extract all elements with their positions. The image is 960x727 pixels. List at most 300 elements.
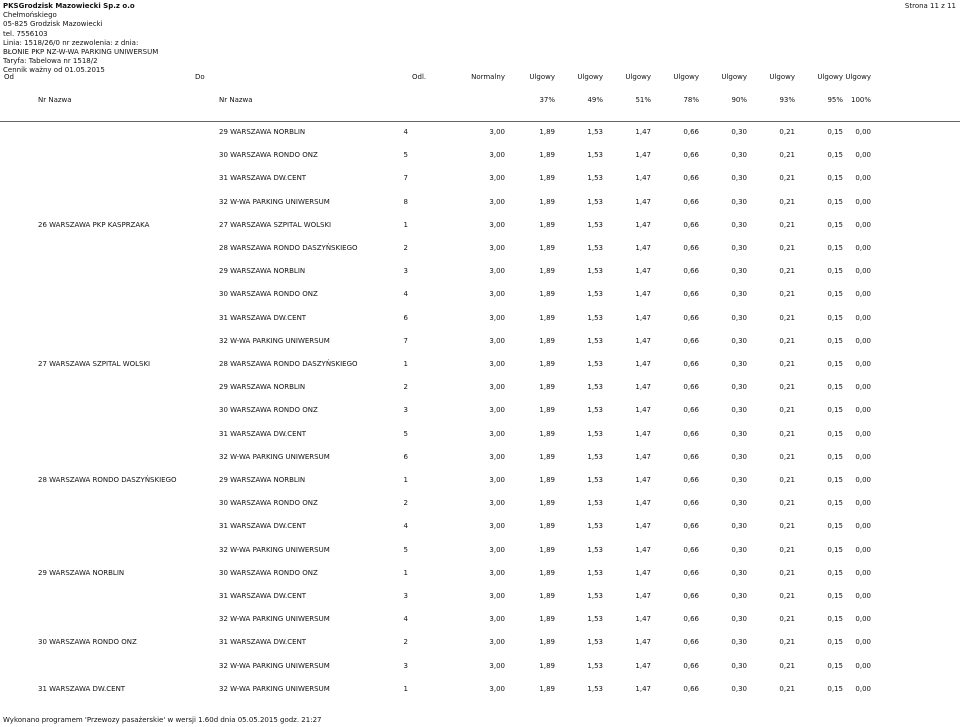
- row-from-stop: 27 WARSZAWA SZPITAL WOLSKI: [38, 360, 151, 368]
- row-fare-value: 1,47: [635, 360, 651, 368]
- row-fare-value: 1,47: [635, 406, 651, 415]
- row-fare-value: 0,00: [855, 244, 871, 252]
- row-fare-value: 3,00: [489, 406, 505, 415]
- row-fare-value: 3,00: [489, 220, 505, 229]
- row-fare-value: 1,53: [587, 174, 603, 183]
- row-fare-value: 0,66: [683, 522, 699, 531]
- row-fare-value: 0,30: [731, 684, 747, 693]
- row-to-stop: 30 WARSZAWA RONDO ONZ: [219, 499, 318, 508]
- row-fare-value: 0,30: [731, 313, 747, 322]
- row-fare-value: 3,00: [489, 429, 505, 438]
- row-distance: 5: [403, 429, 408, 438]
- row-distance: 2: [403, 499, 408, 508]
- row-fare-value: 0,21: [779, 615, 795, 624]
- row-fare-value: 0,15: [827, 476, 843, 484]
- row-fare-value: 1,47: [635, 661, 651, 670]
- col-percent: 37%: [539, 96, 555, 104]
- row-to-stop: 31 WARSZAWA DW.CENT: [219, 313, 307, 322]
- col-fare-reduced: Ulgowy: [673, 73, 699, 81]
- row-fare-value: 0,00: [855, 661, 871, 670]
- row-fare-value: 0,00: [855, 267, 871, 276]
- row-fare-value: 0,30: [731, 476, 747, 484]
- row-fare-value: 3,00: [489, 452, 505, 461]
- row-fare-value: 1,53: [587, 615, 603, 624]
- row-fare-value: 0,00: [855, 684, 871, 693]
- row-fare-value: 1,53: [587, 568, 603, 577]
- header-line: Linia: 1518/26/0 nr zezwolenia: z dnia:: [3, 38, 139, 47]
- col-fare-normal: Normalny: [471, 73, 505, 81]
- row-fare-value: 0,21: [779, 244, 795, 252]
- row-to-stop: 27 WARSZAWA SZPITAL WOLSKI: [219, 220, 332, 229]
- row-to-stop: 32 W-WA PARKING UNIWERSUM: [219, 615, 330, 624]
- row-fare-value: 0,00: [855, 383, 871, 392]
- row-fare-value: 0,15: [827, 174, 843, 183]
- row-fare-value: 1,47: [635, 545, 651, 554]
- row-fare-value: 1,47: [635, 429, 651, 438]
- row-from-stop: 29 WARSZAWA NORBLIN: [38, 568, 125, 577]
- row-fare-value: 0,30: [731, 220, 747, 229]
- row-fare-value: 0,00: [855, 336, 871, 345]
- row-fare-value: 0,00: [855, 220, 871, 229]
- row-fare-value: 3,00: [489, 151, 505, 160]
- row-fare-value: 0,21: [779, 684, 795, 693]
- row-fare-value: 0,66: [683, 197, 699, 206]
- row-fare-value: 0,21: [779, 313, 795, 322]
- col-from-sub: Nr Nazwa: [38, 96, 72, 104]
- row-fare-value: 1,47: [635, 197, 651, 206]
- row-fare-value: 0,00: [855, 128, 871, 136]
- row-fare-value: 1,89: [539, 429, 555, 438]
- row-fare-value: 1,53: [587, 197, 603, 206]
- row-fare-value: 0,21: [779, 406, 795, 415]
- row-fare-value: 0,00: [855, 429, 871, 438]
- header-line: tel. 7556103: [3, 29, 48, 38]
- row-fare-value: 0,30: [731, 360, 747, 368]
- row-distance: 2: [403, 244, 408, 252]
- row-to-stop: 32 W-WA PARKING UNIWERSUM: [219, 197, 330, 206]
- row-distance: 6: [403, 452, 408, 461]
- row-fare-value: 1,53: [587, 429, 603, 438]
- col-fare-reduced: Ulgowy: [769, 73, 795, 81]
- col-fare-reduced: Ulgowy: [577, 73, 603, 81]
- row-fare-value: 0,15: [827, 151, 843, 160]
- row-fare-value: 0,66: [683, 336, 699, 345]
- row-fare-value: 0,00: [855, 522, 871, 531]
- row-fare-value: 1,89: [539, 568, 555, 577]
- row-to-stop: 30 WARSZAWA RONDO ONZ: [219, 151, 318, 160]
- row-fare-value: 0,21: [779, 336, 795, 345]
- row-fare-value: 0,66: [683, 267, 699, 276]
- row-distance: 6: [403, 313, 408, 322]
- row-fare-value: 0,21: [779, 360, 795, 368]
- row-fare-value: 0,30: [731, 290, 747, 299]
- row-distance: 7: [403, 336, 408, 345]
- row-fare-value: 1,47: [635, 336, 651, 345]
- footer-note: Wykonano programem 'Przewozy pasażerskie' w wersji 1.60d dnia 05.05.2015 godz. 21:27: [3, 716, 322, 724]
- row-fare-value: 1,47: [635, 174, 651, 183]
- row-to-stop: 29 WARSZAWA NORBLIN: [219, 383, 306, 392]
- row-fare-value: 0,30: [731, 336, 747, 345]
- row-fare-value: 3,00: [489, 568, 505, 577]
- row-fare-value: 0,66: [683, 313, 699, 322]
- row-fare-value: 3,00: [489, 128, 505, 136]
- row-fare-value: 0,00: [855, 174, 871, 183]
- col-distance: Odl.: [412, 73, 427, 81]
- row-fare-value: 0,00: [855, 592, 871, 600]
- row-fare-value: 0,30: [731, 661, 747, 670]
- row-fare-value: 1,47: [635, 267, 651, 276]
- row-fare-value: 0,21: [779, 429, 795, 438]
- row-fare-value: 0,15: [827, 684, 843, 693]
- col-fare-reduced: Ulgowy: [721, 73, 747, 81]
- col-to-sub: Nr Nazwa: [219, 96, 253, 104]
- row-fare-value: 3,00: [489, 499, 505, 508]
- row-distance: 1: [403, 360, 408, 368]
- row-fare-value: 0,66: [683, 476, 699, 484]
- row-from-stop: 26 WARSZAWA PKP KASPRZAKA: [38, 220, 150, 229]
- row-fare-value: 0,66: [683, 151, 699, 160]
- row-fare-value: 1,53: [587, 499, 603, 508]
- row-fare-value: 0,15: [827, 615, 843, 624]
- row-fare-value: 0,00: [855, 638, 871, 647]
- row-fare-value: 1,53: [587, 406, 603, 415]
- row-distance: 7: [403, 174, 408, 183]
- row-fare-value: 0,66: [683, 661, 699, 670]
- row-fare-value: 1,47: [635, 452, 651, 461]
- row-fare-value: 0,00: [855, 360, 871, 368]
- row-fare-value: 3,00: [489, 638, 505, 647]
- row-fare-value: 0,30: [731, 267, 747, 276]
- row-from-stop: 30 WARSZAWA RONDO ONZ: [38, 638, 137, 647]
- row-to-stop: 30 WARSZAWA RONDO ONZ: [219, 290, 318, 299]
- row-fare-value: 0,21: [779, 151, 795, 160]
- row-fare-value: 0,30: [731, 638, 747, 647]
- row-fare-value: 0,15: [827, 128, 843, 136]
- row-fare-value: 0,15: [827, 220, 843, 229]
- row-fare-value: 0,00: [855, 568, 871, 577]
- row-fare-value: 1,89: [539, 499, 555, 508]
- col-fare-reduced: Ulgowy: [845, 73, 871, 81]
- row-fare-value: 1,89: [539, 151, 555, 160]
- row-fare-value: 0,30: [731, 452, 747, 461]
- row-fare-value: 1,47: [635, 522, 651, 531]
- row-fare-value: 0,30: [731, 197, 747, 206]
- row-to-stop: 32 W-WA PARKING UNIWERSUM: [219, 684, 330, 693]
- col-percent: 90%: [731, 96, 747, 104]
- row-fare-value: 0,21: [779, 499, 795, 508]
- row-fare-value: 0,66: [683, 684, 699, 693]
- row-to-stop: 28 WARSZAWA RONDO DASZYŃSKIEGO: [219, 360, 358, 368]
- row-fare-value: 0,00: [855, 313, 871, 322]
- row-fare-value: 0,21: [779, 592, 795, 600]
- row-fare-value: 1,53: [587, 360, 603, 368]
- row-distance: 3: [403, 661, 408, 670]
- col-percent: 100%: [850, 96, 871, 104]
- row-fare-value: 0,66: [683, 220, 699, 229]
- row-fare-value: 0,21: [779, 197, 795, 206]
- row-fare-value: 3,00: [489, 174, 505, 183]
- row-fare-value: 1,53: [587, 267, 603, 276]
- row-fare-value: 0,30: [731, 568, 747, 577]
- row-fare-value: 0,66: [683, 174, 699, 183]
- row-fare-value: 0,15: [827, 336, 843, 345]
- row-fare-value: 1,89: [539, 661, 555, 670]
- row-distance: 1: [403, 220, 408, 229]
- row-fare-value: 1,53: [587, 336, 603, 345]
- row-fare-value: 1,89: [539, 545, 555, 554]
- row-fare-value: 0,15: [827, 244, 843, 252]
- row-fare-value: 0,00: [855, 290, 871, 299]
- row-fare-value: 0,15: [827, 661, 843, 670]
- row-to-stop: 29 WARSZAWA NORBLIN: [219, 128, 306, 136]
- row-to-stop: 31 WARSZAWA DW.CENT: [219, 638, 307, 647]
- row-fare-value: 0,21: [779, 220, 795, 229]
- row-distance: 5: [403, 545, 408, 554]
- row-fare-value: 0,66: [683, 545, 699, 554]
- row-fare-value: 3,00: [489, 360, 505, 368]
- row-fare-value: 0,00: [855, 545, 871, 554]
- row-fare-value: 0,00: [855, 476, 871, 484]
- row-fare-value: 3,00: [489, 684, 505, 693]
- row-fare-value: 0,66: [683, 499, 699, 508]
- row-fare-value: 0,21: [779, 476, 795, 484]
- row-fare-value: 0,15: [827, 290, 843, 299]
- row-distance: 4: [403, 128, 408, 136]
- row-fare-value: 0,21: [779, 383, 795, 392]
- row-fare-value: 1,89: [539, 406, 555, 415]
- row-fare-value: 1,47: [635, 476, 651, 484]
- col-percent: 93%: [779, 96, 795, 104]
- row-distance: 4: [403, 522, 408, 531]
- company-name: PKSGrodzisk Mazowiecki Sp.z o.o: [3, 2, 135, 10]
- row-fare-value: 0,30: [731, 545, 747, 554]
- row-fare-value: 0,66: [683, 429, 699, 438]
- row-to-stop: 29 WARSZAWA NORBLIN: [219, 476, 306, 484]
- row-fare-value: 3,00: [489, 661, 505, 670]
- row-fare-value: 0,30: [731, 383, 747, 392]
- row-fare-value: 1,47: [635, 499, 651, 508]
- row-fare-value: 0,66: [683, 406, 699, 415]
- row-fare-value: 1,89: [539, 128, 555, 136]
- row-fare-value: 0,21: [779, 452, 795, 461]
- row-distance: 3: [403, 592, 408, 600]
- col-fare-reduced: Ulgowy: [529, 73, 555, 81]
- row-to-stop: 31 WARSZAWA DW.CENT: [219, 174, 307, 183]
- row-fare-value: 1,89: [539, 313, 555, 322]
- row-distance: 3: [403, 267, 408, 276]
- row-fare-value: 1,53: [587, 545, 603, 554]
- row-fare-value: 0,30: [731, 128, 747, 136]
- row-fare-value: 0,21: [779, 568, 795, 577]
- row-to-stop: 32 W-WA PARKING UNIWERSUM: [219, 336, 330, 345]
- row-fare-value: 1,89: [539, 452, 555, 461]
- row-fare-value: 1,47: [635, 592, 651, 600]
- row-fare-value: 1,53: [587, 522, 603, 531]
- row-fare-value: 1,89: [539, 220, 555, 229]
- row-fare-value: 0,30: [731, 615, 747, 624]
- row-fare-value: 0,30: [731, 592, 747, 600]
- row-fare-value: 0,15: [827, 197, 843, 206]
- row-fare-value: 0,21: [779, 638, 795, 647]
- row-fare-value: 1,89: [539, 290, 555, 299]
- row-fare-value: 1,89: [539, 244, 555, 252]
- row-fare-value: 3,00: [489, 615, 505, 624]
- row-fare-value: 3,00: [489, 522, 505, 531]
- row-to-stop: 31 WARSZAWA DW.CENT: [219, 522, 307, 531]
- header-line: 05-825 Grodzisk Mazowiecki: [3, 20, 103, 29]
- row-fare-value: 3,00: [489, 592, 505, 600]
- header-rule: [0, 121, 960, 122]
- header-line: Taryfa: Tabelowa nr 1518/2: [3, 57, 98, 66]
- row-from-stop: 31 WARSZAWA DW.CENT: [38, 684, 126, 693]
- row-fare-value: 1,89: [539, 197, 555, 206]
- row-fare-value: 0,30: [731, 406, 747, 415]
- row-fare-value: 1,89: [539, 522, 555, 531]
- row-fare-value: 1,47: [635, 313, 651, 322]
- row-fare-value: 3,00: [489, 197, 505, 206]
- row-fare-value: 0,15: [827, 429, 843, 438]
- document-header: [3, 2, 158, 76]
- row-fare-value: 1,89: [539, 267, 555, 276]
- row-fare-value: 0,15: [827, 313, 843, 322]
- col-percent: 78%: [683, 96, 699, 104]
- row-fare-value: 0,30: [731, 429, 747, 438]
- row-to-stop: 30 WARSZAWA RONDO ONZ: [219, 568, 318, 577]
- row-fare-value: 0,21: [779, 174, 795, 183]
- row-fare-value: 1,53: [587, 383, 603, 392]
- row-fare-value: 1,53: [587, 476, 603, 484]
- row-fare-value: 0,00: [855, 151, 871, 160]
- row-fare-value: 0,66: [683, 615, 699, 624]
- row-fare-value: 0,66: [683, 592, 699, 600]
- row-fare-value: 1,53: [587, 244, 603, 252]
- row-fare-value: 0,15: [827, 568, 843, 577]
- row-distance: 5: [403, 151, 408, 160]
- row-fare-value: 0,15: [827, 638, 843, 647]
- row-fare-value: 0,30: [731, 522, 747, 531]
- col-percent: 51%: [635, 96, 651, 104]
- row-fare-value: 1,53: [587, 128, 603, 136]
- row-fare-value: 1,53: [587, 151, 603, 160]
- row-fare-value: 1,53: [587, 313, 603, 322]
- row-fare-value: 0,21: [779, 545, 795, 554]
- row-fare-value: 0,15: [827, 499, 843, 508]
- row-fare-value: 0,66: [683, 128, 699, 136]
- row-to-stop: 28 WARSZAWA RONDO DASZYŃSKIEGO: [219, 244, 358, 252]
- row-fare-value: 0,21: [779, 128, 795, 136]
- row-fare-value: 0,21: [779, 522, 795, 531]
- header-line: BŁONIE PKP NZ-W-WA PARKING UNIWERSUM: [3, 48, 159, 57]
- row-fare-value: 1,89: [539, 638, 555, 647]
- row-fare-value: 1,89: [539, 383, 555, 392]
- row-fare-value: 0,21: [779, 290, 795, 299]
- row-fare-value: 1,53: [587, 638, 603, 647]
- row-fare-value: 0,66: [683, 568, 699, 577]
- row-distance: 2: [403, 383, 408, 392]
- row-fare-value: 0,15: [827, 267, 843, 276]
- col-fare-reduced: Ulgowy: [625, 73, 651, 81]
- col-percent: 49%: [587, 96, 603, 104]
- row-fare-value: 3,00: [489, 290, 505, 299]
- row-fare-value: 0,66: [683, 290, 699, 299]
- row-fare-value: 1,47: [635, 568, 651, 577]
- row-fare-value: 3,00: [489, 336, 505, 345]
- row-to-stop: 32 W-WA PARKING UNIWERSUM: [219, 452, 330, 461]
- header-line: Cennik ważny od 01.05.2015: [3, 66, 105, 75]
- row-fare-value: 1,47: [635, 244, 651, 252]
- row-fare-value: 0,00: [855, 615, 871, 624]
- row-fare-value: 0,30: [731, 499, 747, 508]
- row-fare-value: 0,21: [779, 661, 795, 670]
- row-fare-value: 1,53: [587, 452, 603, 461]
- row-fare-value: 0,15: [827, 383, 843, 392]
- col-percent: 95%: [827, 96, 843, 104]
- row-distance: 1: [403, 568, 408, 577]
- row-fare-value: 1,47: [635, 684, 651, 693]
- page-number: Strona 11 z 11: [904, 2, 956, 10]
- col-fare-reduced: Ulgowy: [817, 73, 843, 81]
- row-fare-value: 0,00: [855, 406, 871, 415]
- row-fare-value: 0,30: [731, 244, 747, 252]
- row-distance: 4: [403, 290, 408, 299]
- row-to-stop: 30 WARSZAWA RONDO ONZ: [219, 406, 318, 415]
- row-fare-value: 0,30: [731, 151, 747, 160]
- row-distance: 4: [403, 615, 408, 624]
- row-fare-value: 1,53: [587, 290, 603, 299]
- row-fare-value: 3,00: [489, 545, 505, 554]
- row-fare-value: 1,47: [635, 151, 651, 160]
- row-fare-value: 1,89: [539, 615, 555, 624]
- row-fare-value: 1,89: [539, 360, 555, 368]
- row-fare-value: 1,53: [587, 220, 603, 229]
- row-fare-value: 1,47: [635, 290, 651, 299]
- row-fare-value: 0,15: [827, 360, 843, 368]
- row-fare-value: 0,00: [855, 499, 871, 508]
- row-fare-value: 0,66: [683, 638, 699, 647]
- row-fare-value: 0,15: [827, 406, 843, 415]
- row-fare-value: 1,47: [635, 220, 651, 229]
- row-fare-value: 1,89: [539, 336, 555, 345]
- row-to-stop: 32 W-WA PARKING UNIWERSUM: [219, 545, 330, 554]
- row-fare-value: 0,15: [827, 592, 843, 600]
- row-fare-value: 1,47: [635, 128, 651, 136]
- row-fare-value: 0,15: [827, 545, 843, 554]
- row-fare-value: 0,15: [827, 522, 843, 531]
- row-fare-value: 0,66: [683, 452, 699, 461]
- row-fare-value: 0,66: [683, 383, 699, 392]
- row-fare-value: 1,53: [587, 592, 603, 600]
- row-fare-value: 3,00: [489, 383, 505, 392]
- col-from: Od: [4, 73, 14, 81]
- row-from-stop: 28 WARSZAWA RONDO DASZYŃSKIEGO: [38, 476, 177, 484]
- row-to-stop: 32 W-WA PARKING UNIWERSUM: [219, 661, 330, 670]
- col-to: Do: [195, 73, 205, 81]
- row-fare-value: 1,47: [635, 383, 651, 392]
- row-fare-value: 1,47: [635, 615, 651, 624]
- row-fare-value: 3,00: [489, 476, 505, 484]
- header-line: Chełmońskiego: [3, 11, 57, 20]
- row-distance: 1: [403, 684, 408, 693]
- row-to-stop: 29 WARSZAWA NORBLIN: [219, 267, 306, 276]
- row-fare-value: 0,30: [731, 174, 747, 183]
- row-fare-value: 0,15: [827, 452, 843, 461]
- row-fare-value: 3,00: [489, 244, 505, 252]
- row-fare-value: 0,00: [855, 452, 871, 461]
- row-fare-value: 0,66: [683, 360, 699, 368]
- row-distance: 1: [403, 476, 408, 484]
- row-fare-value: 3,00: [489, 313, 505, 322]
- row-fare-value: 1,89: [539, 476, 555, 484]
